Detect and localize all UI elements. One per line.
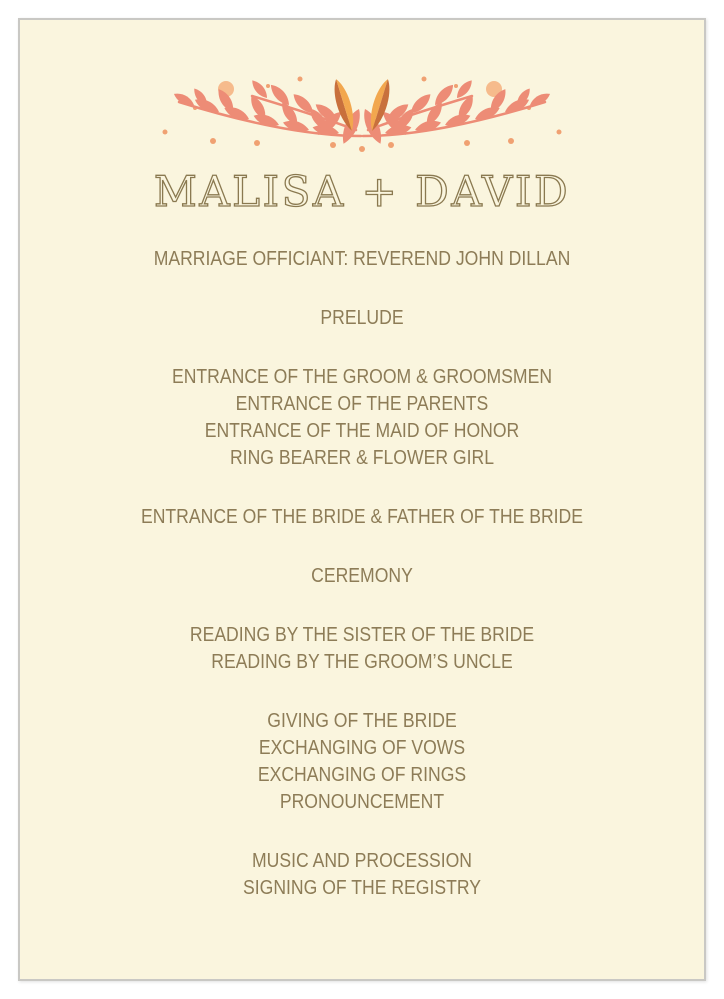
program-line: ENTRANCE OF THE BRIDE & FATHER OF THE BRIDE	[140, 506, 584, 528]
program-line: ENTRANCE OF THE MAID OF HONOR	[204, 420, 520, 442]
program-group	[61, 848, 663, 902]
wedding-program-card	[18, 18, 706, 981]
program-group	[61, 563, 663, 590]
program-line: EXCHANGING OF VOWS	[258, 737, 466, 759]
floral-flourish	[160, 72, 564, 164]
program-line: EXCHANGING OF RINGS	[257, 764, 467, 786]
program-line: MARRIAGE OFFICIANT: REVEREND JOHN DILLAN	[153, 248, 571, 270]
couple-names-title: MALISA + DAVID	[153, 167, 571, 216]
program-group	[61, 622, 663, 676]
ceremony-program	[61, 246, 663, 902]
program-line: PRELUDE	[320, 307, 404, 329]
program-line: PRONOUNCEMENT	[279, 791, 445, 813]
program-group	[61, 504, 663, 531]
program-line: RING BEARER & FLOWER GIRL	[229, 447, 495, 469]
program-line: CEREMONY	[311, 565, 413, 587]
program-group	[61, 305, 663, 332]
program-group	[61, 246, 663, 273]
program-line: READING BY THE GROOM’S UNCLE	[211, 651, 513, 673]
program-group	[61, 364, 663, 472]
program-line: ENTRANCE OF THE GROOM & GROOMSMEN	[171, 366, 553, 388]
program-line: GIVING OF THE BRIDE	[267, 710, 457, 732]
program-line: MUSIC AND PROCESSION	[251, 850, 473, 872]
program-group	[61, 708, 663, 816]
program-line: ENTRANCE OF THE PARENTS	[235, 393, 489, 415]
program-line: READING BY THE SISTER OF THE BRIDE	[189, 624, 535, 646]
program-line: SIGNING OF THE REGISTRY	[243, 877, 481, 899]
